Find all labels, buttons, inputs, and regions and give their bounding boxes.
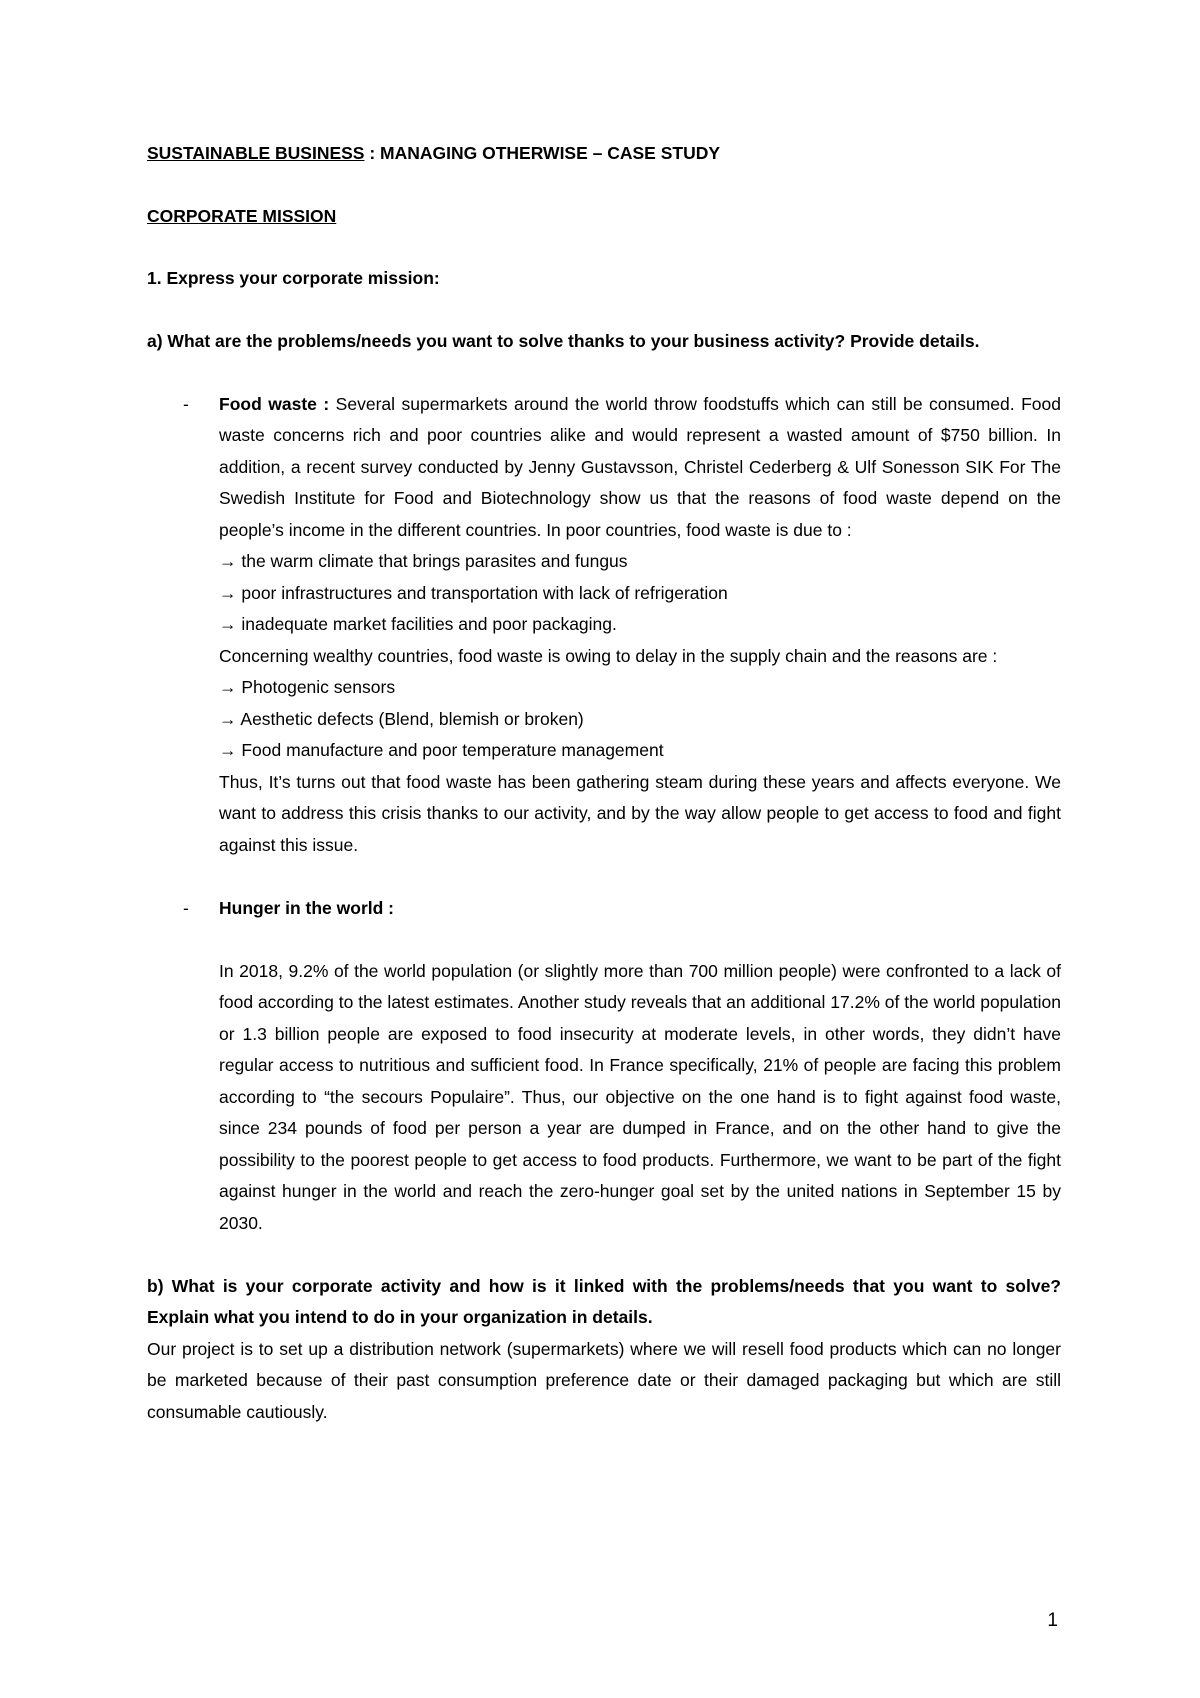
- list-item-hunger: [147, 893, 1061, 1240]
- poor-reason-1: → the warm climate that brings parasites and fungus: [219, 551, 628, 571]
- title-rest: : MANAGING OTHERWISE – CASE STUDY: [364, 143, 721, 163]
- poor-reason-3: → inadequate market facilities and poor packaging.: [219, 614, 617, 634]
- wealthy-reason-3: → Food manufacture and poor temperature management: [219, 740, 664, 760]
- food-waste-intro: [219, 389, 1061, 547]
- food-waste-label: Food waste :: [219, 393, 330, 414]
- list-dash: -: [183, 897, 189, 918]
- section-heading: CORPORATE MISSION: [147, 205, 337, 226]
- answer-b: Our project is to set up a distribution network (supermarkets) where we will resell food products which can no longer be marketed because of their past consumption preference date or their damaged packaging but which are still consumable cautiously.: [147, 1338, 1061, 1422]
- list-item-food-waste: [147, 389, 1061, 862]
- hunger-label: Hunger in the world :: [219, 897, 394, 918]
- wealthy-intro: Concerning wealthy countries, food waste is owing to delay in the supply chain and the reasons are :: [219, 645, 998, 666]
- wealthy-reason-1: → Photogenic sensors: [219, 677, 396, 697]
- question-1: 1. Express your corporate mission:: [147, 268, 440, 288]
- food-waste-conclusion: Thus, It’s turns out that food waste has been gathering steam during these years and affects everyone. We want to address this crisis thanks to our activity, and by the way allow people to get access to food and fight against this issue.: [219, 771, 1061, 855]
- list-dash: -: [183, 393, 189, 414]
- food-waste-text: Several supermarkets around the world throw foodstuffs which can still be consumed. Food waste concerns rich and poor countries alike and would represent a wasted amount of $750 billion. In addition, a recent survey conducted by Jenny Gustavsson, Christel Cederberg & Ulf Sonesson SIK For The Swedish Institute for Food and Biotechnology show us that the reasons of food waste depend on the people’s income in the different countries. In poor countries, food waste is due to :: [219, 393, 1062, 540]
- wealthy-reason-2: → Aesthetic defects (Blend, blemish or broken): [219, 708, 584, 729]
- poor-reason-2: → poor infrastructures and transportation with lack of refrigeration: [219, 582, 728, 603]
- question-a: a) What are the problems/needs you want to solve thanks to your business activity? Provide details.: [147, 330, 980, 351]
- document-page: [147, 138, 1061, 1428]
- document-title: [147, 138, 1061, 170]
- hunger-paragraph: In 2018, 9.2% of the world population (or slightly more than 700 million people) were confronted to a lack of food according to the latest estimates. Another study reveals that an additional 17.2% of the world population or 1.3 billion people are exposed to food insecurity at moderate levels, in other words, they didn’t have regular access to nutritious and sufficient food. In France specifically, 21% of people are facing this problem according to “the secours Populaire”. Thus, our objective on the one hand is to fight against food waste, since 234 pounds of food per person a year are dumped in France, and on the other hand to give the possibility to the poorest people to get access to food products. Furthermore, we want to be part of the fight against hunger in the world and reach the zero-hunger goal set by the united nations in September 15 by 2030.: [219, 960, 1061, 1233]
- question-b: b) What is your corporate activity and how is it linked with the problems/needs that you want to solve? Explain what you intend to do in your organization in details.: [147, 1275, 1061, 1327]
- page-number: 1: [1047, 1610, 1058, 1631]
- title-underlined: SUSTAINABLE BUSINESS: [147, 143, 365, 163]
